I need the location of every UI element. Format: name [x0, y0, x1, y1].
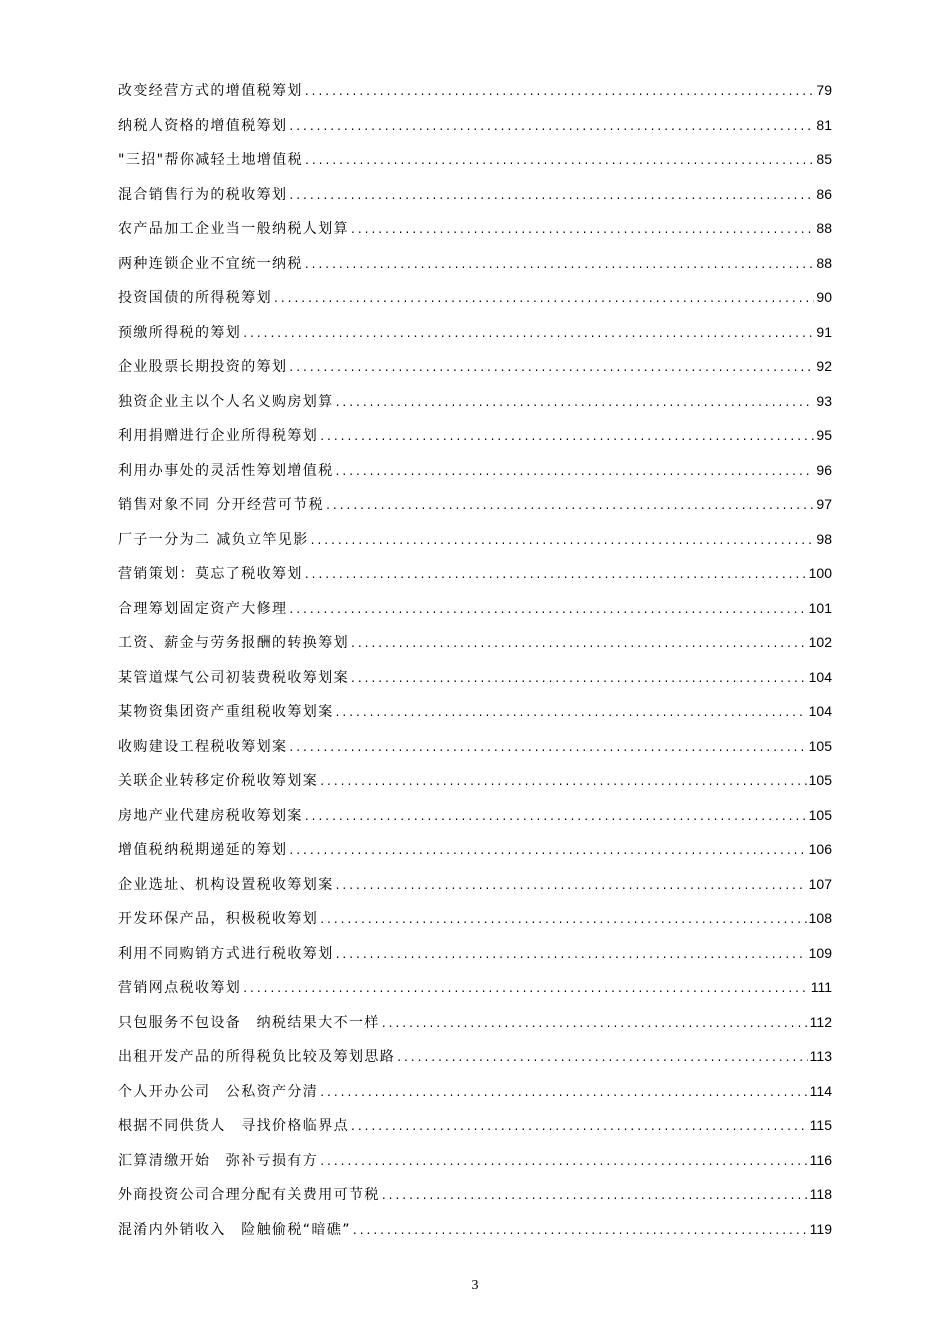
- toc-entry-title: 两种连锁企业不宜统一纳税: [118, 255, 303, 272]
- toc-dot-leader: [289, 730, 806, 765]
- toc-entry-page: 118: [809, 1186, 832, 1202]
- toc-entry-page: 96: [816, 461, 832, 478]
- toc-entry[interactable]: [118, 487, 832, 522]
- toc-entry[interactable]: [118, 936, 832, 971]
- toc-dot-leader: [243, 971, 809, 1006]
- toc-entry-page: 88: [816, 254, 832, 271]
- toc-entry-page: 79: [816, 82, 832, 98]
- toc-entry-page: 93: [816, 392, 832, 409]
- toc-dot-leader: [382, 1006, 808, 1041]
- toc-entry[interactable]: [118, 315, 832, 350]
- page-number: 3: [471, 1278, 479, 1293]
- toc-entry[interactable]: [118, 246, 832, 281]
- toc-entry-page: 108: [808, 910, 832, 926]
- toc-entry-title: 收购建设工程税收筹划案: [118, 738, 288, 755]
- toc-entry-page: 81: [816, 116, 832, 133]
- toc-dot-leader: [311, 523, 815, 558]
- toc-dot-leader: [336, 385, 815, 420]
- toc-dot-leader: [397, 1040, 807, 1075]
- toc-entry-page: 85: [816, 151, 832, 167]
- toc-entry[interactable]: [118, 763, 832, 798]
- toc-entry-title: 外商投资公司合理分配有关费用可节税: [118, 1187, 380, 1203]
- toc-entry-title: 营销网点税收筹划: [118, 980, 242, 996]
- toc-dot-leader: [353, 1213, 808, 1248]
- toc-entry-title: 销售对象不同 分开经营可节税: [118, 497, 325, 513]
- toc-dot-leader: [289, 178, 814, 213]
- toc-entry-title: 预缴所得税的筹划: [118, 324, 242, 341]
- toc-entry-page: 101: [808, 599, 832, 616]
- toc-entry-title: 厂子一分为二 减负立竿见影: [118, 531, 309, 548]
- toc-entry[interactable]: [118, 522, 832, 557]
- toc-dot-leader: [305, 247, 815, 282]
- toc-dot-leader: [336, 454, 815, 489]
- toc-entry-title: 开发环保产品，积极税收筹划: [118, 911, 319, 927]
- toc-dot-leader: [351, 626, 807, 661]
- toc-entry-title: 农产品加工企业当一般纳税人划算: [118, 221, 349, 237]
- toc-entry-page: 86: [816, 185, 832, 202]
- toc-entry[interactable]: [118, 418, 832, 453]
- toc-dot-leader: [320, 764, 806, 799]
- toc-entry-title: 混淆内外销收入 险触偷税“暗礁”: [118, 1221, 351, 1238]
- toc-dot-leader: [351, 661, 807, 696]
- toc-dot-leader: [305, 143, 814, 178]
- toc-entry[interactable]: [118, 1143, 832, 1178]
- toc-entry-page: 109: [808, 944, 832, 961]
- toc-entry[interactable]: [118, 867, 832, 902]
- toc-entry-page: 106: [808, 841, 832, 857]
- toc-entry-title: 利用捐赠进行企业所得税筹划: [118, 428, 319, 444]
- toc-entry-title: 利用办事处的灵活性筹划增值税: [118, 462, 334, 479]
- toc-entry[interactable]: [118, 211, 832, 246]
- toc-entry-title: 企业股票长期投资的筹划: [118, 359, 288, 375]
- toc-entry-page: 119: [809, 1220, 832, 1237]
- toc-entry-title: 关联企业转移定价税收筹划案: [118, 773, 319, 789]
- toc-entry-page: 102: [808, 634, 832, 650]
- toc-entry[interactable]: [118, 1177, 832, 1212]
- toc-entry-title: 个人开办公司 公私资产分清: [118, 1083, 319, 1100]
- toc-entry-page: 95: [816, 427, 832, 443]
- toc-entry-title: 混合销售行为的税收筹划: [118, 186, 288, 203]
- toc-entry-title: 增值税纳税期递延的筹划: [118, 842, 288, 858]
- toc-entry-page: 111: [810, 979, 832, 995]
- toc-entry-page: 105: [808, 806, 832, 823]
- toc-dot-leader: [326, 488, 814, 523]
- toc-entry-page: 104: [808, 703, 832, 719]
- toc-dot-leader: [351, 212, 814, 247]
- toc-dot-leader: [305, 74, 815, 109]
- toc-entry[interactable]: [118, 349, 832, 384]
- toc-entry-title: 合理筹划固定资产大修理: [118, 600, 288, 617]
- toc-entry[interactable]: [118, 108, 832, 143]
- toc-entry-page: 97: [816, 496, 832, 512]
- toc-entry-title: 某管道煤气公司初装费税收筹划案: [118, 669, 349, 686]
- toc-entry-title: 工资、薪金与劳务报酬的转换筹划: [118, 635, 349, 651]
- toc-entry-page: 92: [816, 358, 832, 374]
- toc-entry[interactable]: [118, 832, 832, 867]
- toc-entry[interactable]: [118, 694, 832, 729]
- toc-entry[interactable]: [118, 591, 832, 626]
- toc-entry-page: 90: [816, 289, 832, 305]
- toc-entry[interactable]: [118, 142, 832, 177]
- toc-dot-leader: [289, 592, 806, 627]
- toc-dot-leader: [336, 937, 807, 972]
- toc-entry-title: 出租开发产品的所得税负比较及筹划思路: [118, 1049, 396, 1065]
- toc-dot-leader: [289, 350, 814, 385]
- toc-dot-leader: [336, 695, 807, 730]
- toc-entry[interactable]: [118, 729, 832, 764]
- toc-entry-page: 104: [808, 668, 832, 685]
- toc-entry[interactable]: [118, 1005, 832, 1040]
- toc-entry-title: 投资国债的所得税筹划: [118, 290, 272, 306]
- toc-dot-leader: [320, 902, 806, 937]
- toc-entry-title: 改变经营方式的增值税筹划: [118, 83, 303, 99]
- toc-dot-leader: [336, 868, 807, 903]
- toc-dot-leader: [289, 833, 806, 868]
- toc-dot-leader: [382, 1178, 808, 1213]
- toc-dot-leader: [305, 799, 807, 834]
- toc-entry-title: 房地产业代建房税收筹划案: [118, 807, 303, 824]
- toc-entry-page: 91: [816, 323, 832, 340]
- table-of-contents: [118, 73, 832, 1246]
- toc-entry-page: 113: [809, 1048, 832, 1064]
- toc-entry-title: 企业选址、机构设置税收筹划案: [118, 876, 334, 893]
- toc-dot-leader: [351, 1109, 808, 1144]
- toc-entry-title: 汇算清缴开始 弥补亏损有方: [118, 1152, 319, 1169]
- toc-entry-title: "三招"帮你减轻土地增值税: [118, 152, 304, 168]
- toc-dot-leader: [243, 316, 814, 351]
- toc-dot-leader: [305, 557, 807, 592]
- toc-entry-page: 105: [808, 772, 832, 788]
- toc-dot-leader: [320, 1144, 807, 1179]
- toc-entry-page: 105: [808, 737, 832, 754]
- toc-entry[interactable]: [118, 625, 832, 660]
- toc-entry-page: 88: [816, 220, 832, 236]
- toc-entry-title: 某物资集团资产重组税收筹划案: [118, 704, 334, 720]
- toc-entry[interactable]: [118, 1039, 832, 1074]
- toc-entry-title: 根据不同供货人 寻找价格临界点: [118, 1118, 349, 1134]
- toc-entry[interactable]: [118, 73, 832, 108]
- toc-entry-title: 营销策划：莫忘了税收筹划: [118, 566, 303, 582]
- toc-entry-page: 100: [808, 565, 832, 581]
- toc-entry[interactable]: [118, 970, 832, 1005]
- toc-entry[interactable]: [118, 660, 832, 695]
- toc-dot-leader: [320, 1075, 807, 1110]
- toc-entry-page: 116: [809, 1151, 832, 1168]
- toc-entry-title: 利用不同购销方式进行税收筹划: [118, 945, 334, 962]
- toc-entry[interactable]: [118, 177, 832, 212]
- toc-entry-page: 107: [808, 875, 832, 892]
- toc-entry[interactable]: [118, 798, 832, 833]
- toc-entry[interactable]: [118, 1074, 832, 1109]
- toc-entry-title: 只包服务不包设备 纳税结果大不一样: [118, 1014, 380, 1031]
- toc-dot-leader: [289, 109, 814, 144]
- toc-entry-page: 114: [809, 1082, 832, 1099]
- toc-entry-page: 98: [816, 530, 832, 547]
- toc-dot-leader: [274, 281, 814, 316]
- toc-entry[interactable]: [118, 556, 832, 591]
- toc-entry-title: 独资企业主以个人名义购房划算: [118, 393, 334, 410]
- toc-entry[interactable]: [118, 453, 832, 488]
- toc-entry[interactable]: [118, 1212, 832, 1247]
- toc-entry[interactable]: [118, 1108, 832, 1143]
- toc-entry[interactable]: [118, 384, 832, 419]
- toc-entry[interactable]: [118, 901, 832, 936]
- toc-dot-leader: [320, 419, 814, 454]
- toc-entry-page: 115: [809, 1117, 832, 1133]
- toc-entry-title: 纳税人资格的增值税筹划: [118, 117, 288, 134]
- toc-entry[interactable]: [118, 280, 832, 315]
- toc-entry-page: 112: [809, 1013, 832, 1030]
